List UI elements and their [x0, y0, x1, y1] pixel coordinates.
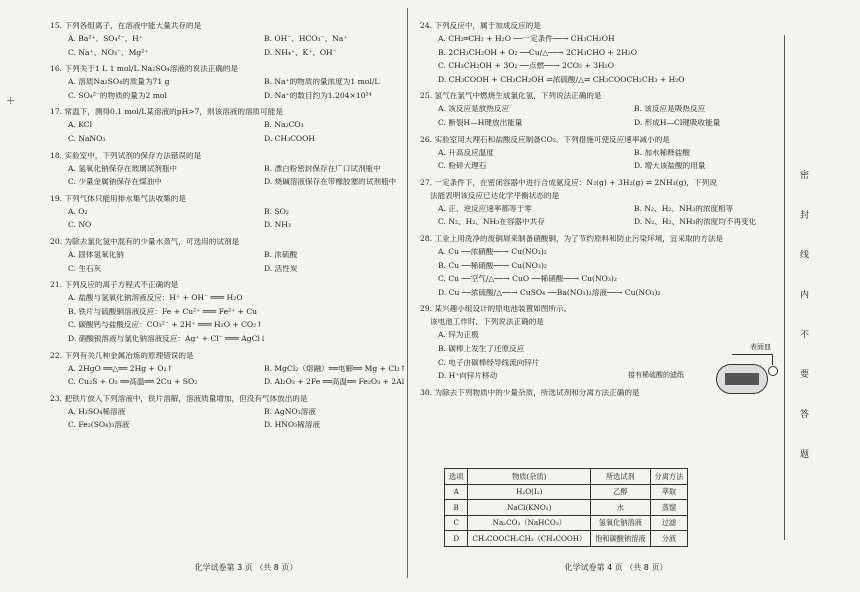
watch-glass — [716, 364, 768, 394]
table-header: 物质(杂质) — [468, 469, 591, 485]
question-stem: 29. 某兴趣小组设计的原电池装置如图所示。 — [420, 305, 572, 314]
answer-option: B. 2CH₃CH₂OH + O₂ ──Cu/△──→ 2CH₃CHO + 2H₂O — [438, 48, 637, 57]
question-stem: 21. 下列反应的离子方程式不正确的是 — [50, 281, 179, 290]
table-header: 所选试剂 — [591, 469, 650, 485]
binding-note: 密 封 线 内 不 要 答 题 — [798, 170, 808, 473]
answer-option: B. N₂、H₂、NH₃的浓度相等 — [634, 204, 734, 213]
question-19 — [50, 195, 442, 238]
bulb-icon — [768, 366, 778, 376]
answer-option: C. N₂、H₂、NH₃在容器中共存 — [438, 218, 545, 227]
question-stem: 26. 实验室用大理石和盐酸反应制备CO₂。下列措施可使反应速率减小的是 — [420, 135, 670, 144]
answer-option: A. 氢氧化钠保存在玻璃试剂瓶中 — [68, 164, 178, 173]
answer-option: D. H⁺向锌片移动 — [438, 372, 498, 381]
answer-option: A. O₂ — [68, 207, 88, 216]
question-stem: 25. 氢气在氯气中燃烧生成氯化氢，下列说法正确的是 — [420, 92, 602, 101]
answer-option: B. SO₂ — [264, 207, 289, 216]
table-cell: CH₃COOCH₂CH₃（CH₃COOH） — [468, 531, 591, 547]
answer-option: B. 该反应是吸热反应 — [634, 105, 706, 114]
question-24 — [420, 22, 812, 92]
question-stem: 30. 为除去下列物质中的少量杂质，所选试剂和分离方法正确的是 — [420, 388, 640, 397]
crop-mark-icon: + — [6, 94, 16, 107]
question-stem-cont: 法能表明该反应已达化学平衡状态的是 — [430, 191, 560, 200]
answer-option: D. CH₃COOH + CH₃CH₂OH ⇌浓硫酸/△⇌ CH₃COOCH₂CH₃ + H₂O — [438, 75, 685, 84]
question-28 — [420, 235, 812, 305]
table-cell: 过滤 — [650, 515, 688, 531]
galvanic-cell-diagram — [628, 343, 792, 400]
answer-option: A. Cu ──浓硝酸──→ Cu(NO₃)₂ — [438, 247, 547, 256]
table-row — [445, 484, 688, 500]
question-21 — [50, 281, 442, 351]
question-15 — [50, 22, 442, 65]
answer-option: C. Fe₂(SO₄)₃溶液 — [68, 421, 130, 430]
question-26 — [420, 136, 812, 179]
question-stem: 17. 常温下，测得0.1 mol/L某溶液的pH>7，则该溶液的溶质可能是 — [50, 108, 283, 117]
answer-option: A. 盐酸与氢氧化钠溶液反应：H⁺ + OH⁻ ═══ H₂O — [68, 294, 243, 303]
answer-option: D. 形成H—Cl键吸收能量 — [634, 118, 721, 127]
answer-option: D. 烧碱溶液保存在带橡胶塞的试剂瓶中 — [264, 178, 397, 187]
page-footer: 化学试卷第 4 页 （共 8 页） — [564, 563, 668, 572]
left-page — [50, 22, 442, 570]
table-cell: B — [445, 500, 468, 516]
answer-option: D. 硝酸银溶液与氯化钠溶液反应：Ag⁺ + Cl⁻ ═══ AgCl↓ — [68, 334, 267, 343]
question-22 — [50, 352, 442, 395]
table-cell: D — [445, 531, 468, 547]
question-18 — [50, 152, 442, 195]
table-cell: 萃取 — [650, 484, 688, 500]
answer-option: A. 2HgO ══△══ 2Hg + O₂↑ — [68, 364, 173, 373]
question-27 — [420, 179, 812, 235]
q30-table — [444, 468, 688, 547]
question-stem: 20. 为除去氯化氢中混有的少量水蒸气，可选用的试剂是 — [50, 237, 240, 246]
watch-glass-label: 表面皿 — [750, 343, 771, 351]
answer-option: C. 电子由碳棒经导线流向锌片 — [438, 358, 540, 367]
question-stem: 16. 下列关于1 L 1 mol/L Na₂SO₄溶液的说法正确的是 — [50, 65, 239, 74]
answer-option: A. KCl — [68, 121, 93, 130]
table-cell: NaCl(KNO₃) — [468, 500, 591, 516]
answer-option: D. NH₄⁺、K⁺、OH⁻ — [264, 48, 337, 57]
answer-option: B. Na₂CO₃ — [264, 121, 304, 130]
answer-option: B. Na⁺的物质的量浓度为1 mol/L — [264, 78, 380, 87]
answer-option: C. Cu ──空气/△──→ CuO ──稀硝酸──→ Cu(NO₃)₂ — [438, 275, 617, 284]
answer-option: C. Na⁺、NO₃⁻、Mg²⁺ — [68, 48, 149, 57]
answer-option: B. 浓硫酸 — [264, 250, 298, 259]
answer-option: A. 该反应是放热反应 — [438, 105, 510, 114]
answer-option: D. CH₃COOH — [264, 134, 316, 143]
answer-option: B. 碳棒上发生了还原反应 — [438, 344, 525, 353]
answer-option: B. OH⁻、HCO₃⁻、Na⁺ — [264, 35, 348, 43]
question-17 — [50, 108, 442, 151]
answer-option: D. HNO₃稀溶液 — [264, 421, 320, 430]
answer-option: A. 固体氢氧化钠 — [68, 250, 124, 259]
table-cell: 水 — [591, 500, 650, 516]
table-cell: 乙醇 — [591, 484, 650, 500]
question-stem: 19. 下列气体只能用排水集气法收集的是 — [50, 194, 186, 203]
answer-option: C. CH₃CH₂OH + 3O₂ ──点燃──→ 2CO₂ + 3H₂O — [438, 62, 614, 71]
question-stem: 15. 下列各组离子，在溶液中能大量共存的是 — [50, 22, 202, 30]
answer-option: C. SO₄²⁻的物质的量为2 mol — [68, 91, 167, 100]
answer-option: C. 生石灰 — [68, 264, 102, 273]
table-cell: 饱和碳酸钠溶液 — [591, 531, 650, 547]
answer-option: A. CH₂═CH₂ + H₂O ──一定条件──→ CH₃CH₂OH — [438, 35, 615, 43]
answer-option: A. H₂SO₄稀溶液 — [68, 407, 126, 416]
question-23 — [50, 395, 442, 438]
answer-option: A. 锌为正极 — [438, 331, 479, 340]
answer-option: C. 少量金属钠保存在煤油中 — [68, 178, 162, 187]
answer-option: C. NaNO₃ — [68, 134, 106, 143]
answer-option: D. Al₂O₃ + 2Fe ══高温══ Fe₂O₃ + 2Al — [264, 378, 405, 387]
answer-option: D. Cu ──浓硫酸/△──→ CuSO₄ ──Ba(NO₃)₂溶液──→ Cu(NO₃)₂ — [438, 288, 661, 297]
question-stem: 24. 下列反应中，属于加成反应的是 — [420, 22, 541, 30]
answer-option: B. AgNO₃溶液 — [264, 407, 316, 416]
question-stem: 27. 一定条件下，在密闭容器中进行合成氨反应：N₂(g) + 3H₂(g) ⇌ 2NH₃(g)，下列说 — [420, 178, 717, 187]
filter-paper-label: 接有稀硫酸的滤纸 — [628, 371, 684, 379]
question-stem: 23. 把铁片放入下列溶液中，铁片溶解，溶液质量增加，但没有气体放出的是 — [50, 394, 308, 403]
answer-option: B. MgCl₂（熔融）══电解══ Mg + Cl₂↑ — [264, 364, 407, 373]
answer-option: B. 漂白粉密封保存在广口试剂瓶中 — [264, 164, 381, 173]
answer-option: C. 粉碎大理石 — [438, 162, 487, 171]
question-stem: 22. 下列有关几种金属冶炼的原理错误的是 — [50, 351, 194, 360]
answer-option: C. 断裂H—H键放出能量 — [438, 118, 523, 127]
answer-option: D. 增大该盐酸的用量 — [634, 162, 706, 171]
table-row — [445, 515, 688, 531]
answer-option: A. 升高反应温度 — [438, 148, 494, 157]
answer-option: B. Cu ──稀硝酸──→ Cu(NO₃)₂ — [438, 261, 547, 270]
answer-option: C. 碳酸钙与盐酸反应：CO₃²⁻ + 2H⁺ ═══ H₂O + CO₂↑ — [68, 321, 263, 330]
binding-line — [784, 35, 785, 540]
table-cell: A — [445, 484, 468, 500]
table-cell: H₂O(I₂) — [468, 484, 591, 500]
question-16 — [50, 65, 442, 108]
table-cell: C — [445, 515, 468, 531]
table-row — [445, 531, 688, 547]
page-footer: 化学试卷第 3 页 （共 8 页） — [194, 563, 298, 572]
question-stem: 18. 实验室中，下列试剂的保存方法错误的是 — [50, 151, 202, 160]
table-row — [445, 500, 688, 516]
answer-option: C. NO — [68, 221, 92, 230]
table-cell: 蒸馏 — [650, 500, 688, 516]
question-stem-cont: 该电池工作时，下列说法正确的是 — [430, 318, 544, 327]
table-header: 分离方法 — [650, 469, 688, 485]
question-stem: 28. 工业上用洗净的废铜屑来制备硝酸铜，为了节约原料和防止污染环境，宜采取的方法是 — [420, 234, 724, 243]
answer-option: D. 活性炭 — [264, 264, 298, 273]
table-cell: Na₂CO₃（NaHCO₃） — [468, 515, 591, 531]
answer-option: A. 溶质Na₂SO₄的质量为71 g — [68, 78, 170, 87]
answer-option: B. 加水稀释盐酸 — [634, 148, 690, 157]
question-25 — [420, 92, 812, 135]
answer-option: A. Ba²⁺、SO₄²⁻、H⁺ — [68, 35, 143, 43]
answer-option: D. N₂、H₂、NH₃的浓度均不再变化 — [634, 218, 757, 227]
table-cell: 分液 — [650, 531, 688, 547]
table-cell: 氢氧化钠溶液 — [591, 515, 650, 531]
answer-option: B. 铁片与硫酸铜溶液反应：Fe + Cu²⁺ ═══ Fe²⁺ + Cu — [68, 307, 258, 316]
answer-option: D. Na⁺的数目约为1.204×10²⁴ — [264, 91, 372, 100]
page-divider — [407, 8, 408, 578]
table-header: 选项 — [445, 469, 468, 485]
answer-option: D. NH₃ — [264, 221, 291, 230]
right-page — [420, 22, 812, 570]
answer-option: A. 正、逆反应速率都等于零 — [438, 204, 532, 213]
answer-option: C. Cu₂S + O₂ ══高温══ 2Cu + SO₂ — [68, 378, 198, 387]
question-20 — [50, 238, 442, 281]
